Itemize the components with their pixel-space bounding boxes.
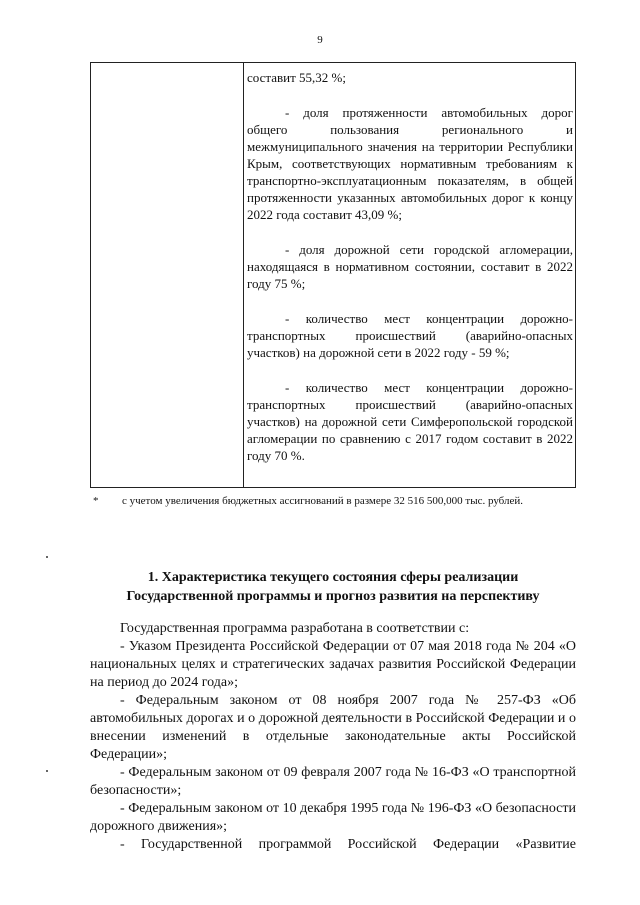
footnote-text: с учетом увеличения бюджетных ассигнований в размере 32 516 500,000 тыс. рублей. bbox=[122, 495, 524, 507]
section-heading-line: 1. Характеристика текущего состояния сферы реализации bbox=[147, 570, 519, 585]
indicators-table bbox=[90, 62, 576, 488]
body-paragraph: - Государственной программой Российской Федерации «Развитие bbox=[120, 837, 576, 852]
body-paragraph: Государственная программа разработана в соответствии с: bbox=[120, 621, 470, 636]
table-paragraph: - количество мест концентрации дорожно-транспортных происшествий (аварийно-опасных участков) на дорожной сети Симферопольской городской агломерации по сравнению с 2017 годом составит в 2022 году 70 %. bbox=[247, 380, 573, 463]
table-paragraph: - количество мест концентрации дорожно-транспортных происшествий (аварийно-опасных участков) на дорожной сети в 2022 году - 59 %; bbox=[247, 311, 573, 360]
table-paragraph: - доля протяженности автомобильных дорог общего пользования регионального и межмуниципального значения на территории Республики Крым, соответствующих нормативным требованиям к транспортно-эксплуатационным показателям, в общей протяженности указанных автомобильных дорог к концу 2022 года составит 43,09 %; bbox=[247, 105, 573, 222]
footnote bbox=[90, 494, 576, 509]
body-paragraph: - Федеральным законом от 10 декабря 1995 года № 196-ФЗ «О безопасности дорожного движения»; bbox=[90, 801, 576, 834]
body-paragraph: - Федеральным законом от 09 февраля 2007 года № 16-ФЗ «О транспортной безопасности»; bbox=[90, 765, 576, 798]
body-paragraph: - Федеральным законом от 08 ноября 2007 года № 257-ФЗ «Об автомобильных дорогах и о дорожной деятельности в Российской Федерации и о внесении изменений в отдельные законодательные акты Российской Федерации»; bbox=[90, 693, 576, 762]
table-column-divider bbox=[243, 63, 244, 487]
page-number: 9 bbox=[317, 34, 323, 46]
section-heading bbox=[90, 568, 576, 606]
body-paragraph: - Указом Президента Российской Федерации от 07 мая 2018 года № 204 «О национальных целях и стратегических задачах развития Российской Федерации на период до 2024 года»; bbox=[90, 639, 576, 690]
table-paragraph: составит 55,32 %; bbox=[247, 70, 346, 85]
table-cell-indicators bbox=[247, 69, 573, 464]
scan-mark bbox=[46, 556, 48, 558]
body-text bbox=[90, 620, 576, 854]
footnote-marker: * bbox=[93, 495, 99, 507]
section-heading-line: Государственной программы и прогноз развития на перспективу bbox=[126, 589, 540, 604]
table-paragraph: - доля дорожной сети городской агломерации, находящаяся в нормативном состоянии, составит в 2022 году 75 %; bbox=[247, 242, 573, 291]
scan-mark bbox=[46, 770, 48, 772]
